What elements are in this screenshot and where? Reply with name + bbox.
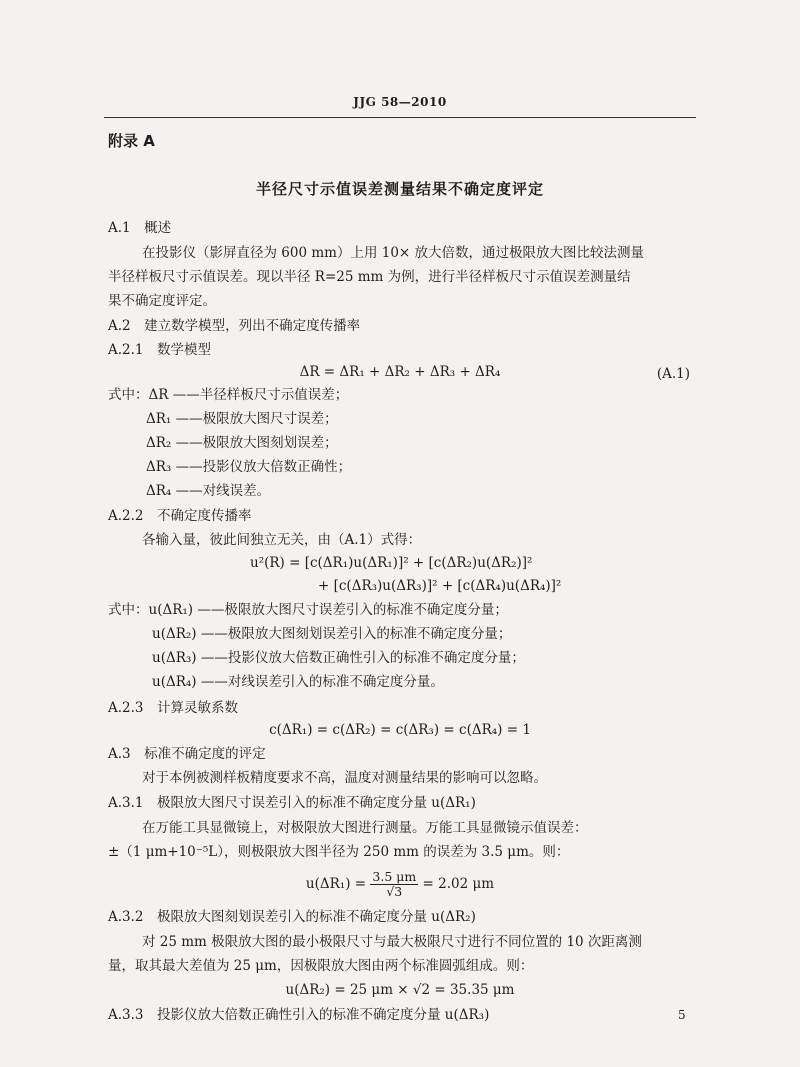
section-a32-heading: A.3.2 极限放大图刻划误差引入的标准不确定度分量 u(ΔR₂) — [108, 909, 476, 925]
definition-line: 式中：u(ΔR₁) ——极限放大图尺寸误差引入的标准不确定度分量； — [108, 602, 508, 618]
page-number: 5 — [678, 1008, 686, 1022]
equation-rhs: = 2.02 μm — [422, 875, 495, 892]
definition-line: ΔR₄ ——对线误差。 — [146, 483, 271, 499]
appendix-label: 附录 A — [108, 132, 155, 150]
section-a23-heading: A.2.3 计算灵敏系数 — [108, 700, 239, 716]
appendix-title: 半径尺寸示值误差测量结果不确定度评定 — [255, 180, 544, 198]
fraction-denominator: √3 — [386, 883, 403, 899]
equation-propagation-line2: + [c(ΔR₃)u(ΔR₃)]² + [c(ΔR₄)u(ΔR₄)]² — [318, 578, 562, 594]
section-a1-heading: A.1 概述 — [108, 220, 172, 236]
definition-line: 式中：ΔR ——半径样板尺寸示值误差； — [108, 387, 349, 403]
section-a21-heading: A.2.1 数学模型 — [108, 342, 212, 358]
definition-line: ΔR₁ ——极限放大图尺寸误差； — [146, 411, 338, 427]
header-rule — [104, 117, 696, 118]
paragraph-line: 对 25 mm 极限放大图的最小极限尺寸与最大极限尺寸进行不同位置的 10 次距离测 — [142, 934, 642, 950]
paragraph-line: 在投影仪（影屏直径为 600 mm）上用 10× 放大倍数，通过极限放大图比较法测量 — [142, 245, 645, 261]
definition-line: ΔR₃ ——投影仪放大倍数正确性； — [146, 459, 352, 475]
definition-line: u(ΔR₂) ——极限放大图刻划误差引入的标准不确定度分量； — [152, 626, 512, 642]
paragraph-line: 量，取其最大差值为 25 μm，因极限放大图由两个标准圆弧组成。则： — [108, 958, 534, 974]
equation-sensitivity: c(ΔR₁) = c(ΔR₂) = c(ΔR₃) = c(ΔR₄) = 1 — [269, 722, 531, 738]
section-a22-heading: A.2.2 不确定度传播率 — [108, 508, 252, 524]
section-a2-heading: A.2 建立数学模型，列出不确定度传播率 — [108, 318, 361, 334]
definition-line: u(ΔR₃) ——投影仪放大倍数正确性引入的标准不确定度分量； — [152, 650, 525, 666]
paragraph-line: 半径样板尺寸示值误差。现以半径 R=25 mm 为例，进行半径样板尺寸示值误差测量结 — [108, 269, 631, 285]
paragraph-line: 各输入量，彼此间独立无关，由（A.1）式得： — [142, 532, 422, 548]
paragraph-line: 在万能工具显微镜上，对极限放大图进行测量。万能工具显微镜示值误差： — [142, 820, 588, 836]
fraction — [370, 870, 418, 899]
section-a33-heading: A.3.3 投影仪放大倍数正确性引入的标准不确定度分量 u(ΔR₃) — [108, 1007, 490, 1023]
section-a31-heading: A.3.1 极限放大图尺寸误差引入的标准不确定度分量 u(ΔR₁) — [108, 795, 476, 811]
paragraph-line: 对于本例被测样板精度要求不高，温度对测量结果的影响可以忽略。 — [142, 770, 547, 786]
equation-number: (A.1) — [656, 366, 690, 382]
section-a3-heading: A.3 标准不确定度的评定 — [108, 746, 266, 762]
fraction-numerator: 3.5 μm — [372, 869, 417, 884]
equation-u-r1 — [104, 870, 696, 899]
equation-lhs: u(ΔR₁) = — [305, 875, 367, 892]
definition-line: u(ΔR₄) ——对线误差引入的标准不确定度分量。 — [152, 674, 444, 690]
equation-propagation-line1: u²(R) = [c(ΔR₁)u(ΔR₁)]² + [c(ΔR₂)u(ΔR₂)]² — [250, 555, 533, 571]
definition-line: ΔR₂ ——极限放大图刻划误差； — [146, 435, 338, 451]
paragraph-line: 果不确定度评定。 — [108, 293, 216, 309]
equation-a1: ΔR = ΔR₁ + ΔR₂ + ΔR₃ + ΔR₄ — [299, 364, 501, 380]
equation-u-r2: u(ΔR₂) = 25 μm × √2 = 35.35 μm — [285, 982, 515, 998]
running-header: JJG 58—2010 — [353, 95, 447, 109]
paragraph-line: ±（1 μm+10⁻⁵L），则极限放大图半径为 250 mm 的误差为 3.5 μm。则： — [108, 844, 570, 860]
